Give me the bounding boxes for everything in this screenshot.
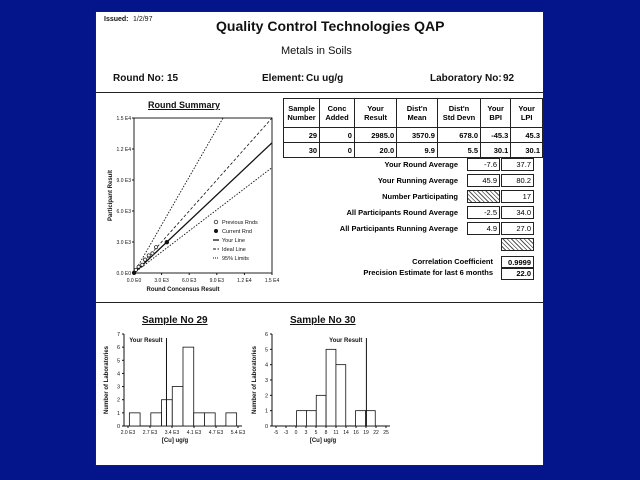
y-tick-label: 5 — [264, 347, 268, 354]
table-row — [284, 143, 543, 158]
x-tick-label: 19 — [363, 430, 369, 436]
sample29-histogram — [100, 324, 250, 454]
y-tick-label: 3.0 E3 — [116, 240, 131, 246]
summary-title: Round Summary — [148, 100, 221, 110]
sample29-title: Sample No 29 — [142, 315, 208, 326]
stat-bpi-value: 4.9 — [467, 222, 500, 235]
x-axis-label: [Cu] ug/g — [161, 438, 189, 444]
y-tick-label: 5 — [116, 358, 120, 365]
table-cell: 30 — [284, 143, 320, 158]
stat-label: All Participants Running Average — [339, 224, 458, 233]
x-tick-label: 16 — [353, 430, 359, 436]
table-cell: 20.0 — [354, 143, 396, 158]
x-tick-label: 2.0 E3 — [120, 430, 136, 436]
y-tick-label: 2 — [116, 397, 120, 404]
x-tick-label: 3 — [304, 430, 308, 436]
previous-round-point — [141, 263, 144, 266]
histogram-bar — [204, 413, 215, 426]
x-tick-label: 4.7 E3 — [208, 430, 224, 436]
your-result-label: Your Result — [129, 338, 163, 344]
x-tick-label: 2.7 E3 — [142, 430, 158, 436]
divider — [96, 92, 543, 93]
stat-label: Your Round Average — [384, 160, 458, 169]
y-tick-label: 7 — [116, 332, 120, 338]
x-tick-label: 1.2 E4 — [237, 278, 252, 284]
stat-label: Number Participating — [382, 192, 458, 201]
sample30-histogram — [248, 324, 398, 454]
stat-lpi-value: 80.2 — [501, 174, 534, 187]
histogram-bar — [129, 413, 140, 426]
report-title: Quality Control Technologies QAP — [216, 18, 445, 34]
column-header: Sample Number — [284, 99, 320, 128]
histogram-bar — [356, 411, 366, 426]
table-cell: 678.0 — [437, 128, 480, 143]
hatched-cell — [501, 238, 534, 251]
x-tick-label: -5 — [273, 430, 279, 436]
column-header: Your Result — [354, 99, 396, 128]
x-tick-label: 8 — [324, 430, 328, 436]
x-tick-label: 22 — [373, 430, 379, 436]
column-header: Your LPI — [511, 99, 543, 128]
y-tick-label: 1.2 E4 — [116, 147, 131, 153]
y-tick-label: 9.0 E3 — [116, 178, 131, 184]
stat-lpi-value: 34.0 — [501, 206, 534, 219]
y-tick-label: 4 — [264, 362, 268, 369]
x-tick-label: 4.1 E3 — [186, 430, 202, 436]
precision-label: Precision Estimate for last 6 months — [363, 268, 493, 277]
y-tick-label: 3 — [264, 378, 268, 384]
stat-lpi-value: 17 — [501, 190, 534, 203]
legend-symbol — [214, 220, 218, 224]
correlation-value: 0.9999 — [501, 256, 534, 269]
round-summary-chart — [96, 112, 281, 292]
y-tick-label: 0 — [264, 424, 268, 430]
upper-95-limit-line — [134, 118, 223, 273]
column-header: Conc Added — [320, 99, 355, 128]
element-label: Element: — [262, 73, 305, 84]
previous-round-point — [147, 254, 150, 257]
column-header: Dist'n Mean — [397, 99, 438, 128]
stat-label: All Participants Round Average — [346, 208, 458, 217]
y-tick-label: 0 — [116, 424, 120, 430]
results-table — [283, 98, 543, 158]
previous-round-point — [143, 258, 146, 261]
previous-round-point — [137, 265, 140, 268]
issued-label: Issued: — [104, 16, 129, 23]
y-tick-label: 2 — [264, 393, 268, 400]
sample30-title: Sample No 30 — [290, 315, 356, 326]
legend-label: Previous Rnds — [222, 220, 258, 226]
stat-bpi-value — [467, 190, 500, 203]
round-label: Round No: — [113, 73, 165, 84]
y-tick-label: 6 — [116, 345, 120, 352]
your-line — [134, 143, 272, 273]
x-tick-label: 5 — [314, 430, 318, 436]
report-subtitle: Metals in Soils — [281, 45, 352, 57]
previous-round-point — [154, 246, 157, 249]
stat-lpi-value: 37.7 — [501, 158, 534, 171]
y-tick-label: 6 — [264, 332, 268, 338]
y-axis-label: Participant Result — [108, 169, 114, 222]
your-result-label: Your Result — [329, 338, 363, 344]
x-tick-label: 5.4 E3 — [230, 430, 246, 436]
legend-label: Ideal Line — [222, 247, 246, 253]
x-tick-label: 6.0 E3 — [181, 278, 197, 284]
y-tick-label: 3 — [116, 384, 120, 391]
histogram-bar — [183, 347, 194, 426]
y-axis-label: Number of Laboratories — [252, 345, 258, 415]
histogram-bar — [226, 413, 237, 426]
column-header: Your BPI — [481, 99, 511, 128]
table-cell: 5.5 — [437, 143, 480, 158]
x-axis-label: [Cu] ug/g — [309, 438, 337, 444]
divider — [96, 302, 543, 303]
y-tick-label: 1 — [116, 410, 120, 417]
x-tick-label: 0.0 E0 — [126, 278, 142, 284]
x-tick-label: -3 — [283, 430, 289, 436]
previous-round-point — [151, 252, 154, 255]
y-tick-label: 4 — [116, 371, 120, 378]
table-cell: 0 — [320, 128, 355, 143]
table-cell: 2985.0 — [354, 128, 396, 143]
histogram-bar — [172, 387, 183, 426]
histogram-bar — [297, 411, 307, 426]
stat-lpi-value: 27.0 — [501, 222, 534, 235]
histogram-bar — [306, 411, 316, 426]
report-sheet — [95, 11, 544, 466]
histogram-bar — [336, 365, 346, 426]
histogram-bar — [194, 413, 205, 426]
y-axis-label: Number of Laboratories — [104, 345, 110, 415]
x-tick-label: 11 — [333, 430, 339, 436]
table-cell: 9.9 — [397, 143, 438, 158]
histogram-bar — [316, 395, 326, 426]
stat-bpi-value: -2.5 — [467, 206, 500, 219]
x-tick-label: 0 — [294, 430, 298, 436]
x-tick-label: 14 — [343, 430, 349, 436]
x-axis-label: Round Concensus Result — [146, 287, 220, 292]
x-tick-label: 25 — [383, 430, 389, 436]
round-value: 15 — [167, 73, 179, 84]
legend-label: 95% Limits — [222, 256, 249, 262]
stat-label: Your Running Average — [377, 176, 458, 185]
legend-symbol — [214, 229, 218, 233]
table-cell: 30.1 — [511, 143, 543, 158]
table-cell: 3570.9 — [397, 128, 438, 143]
y-tick-label: 0.0 E0 — [116, 271, 131, 277]
y-tick-label: 1.5 E4 — [116, 116, 131, 122]
table-row — [284, 128, 543, 143]
y-tick-label: 6.0 E3 — [116, 209, 131, 215]
histogram-bar — [151, 413, 162, 426]
stat-bpi-value: -7.6 — [467, 158, 500, 171]
table-cell: 30.1 — [481, 143, 511, 158]
legend-label: Your Line — [222, 238, 246, 244]
x-tick-label: 3.4 E3 — [164, 430, 180, 436]
table-cell: -45.3 — [481, 128, 511, 143]
ideal-line — [134, 118, 272, 273]
column-header: Dist'n Std Devn — [437, 99, 480, 128]
lab-label: Laboratory No: — [430, 73, 502, 84]
issued-date: 1/2/97 — [133, 16, 153, 23]
correlation-label: Correlation Coefficient — [412, 257, 493, 266]
lab-value: 92 — [503, 73, 515, 84]
element-value: Cu ug/g — [306, 73, 344, 84]
current-round-point — [165, 240, 169, 244]
table-cell: 45.3 — [511, 128, 543, 143]
legend-label: Current Rnd — [222, 229, 252, 235]
precision-value: 22.0 — [501, 267, 534, 280]
table-cell: 29 — [284, 128, 320, 143]
x-tick-label: 9.0 E3 — [209, 278, 225, 284]
stat-bpi-value: 45.9 — [467, 174, 500, 187]
x-tick-label: 3.0 E3 — [154, 278, 169, 284]
table-cell: 0 — [320, 143, 355, 158]
x-tick-label: 1.5 E4 — [264, 278, 280, 284]
histogram-bar — [326, 349, 336, 426]
y-tick-label: 1 — [264, 408, 268, 415]
